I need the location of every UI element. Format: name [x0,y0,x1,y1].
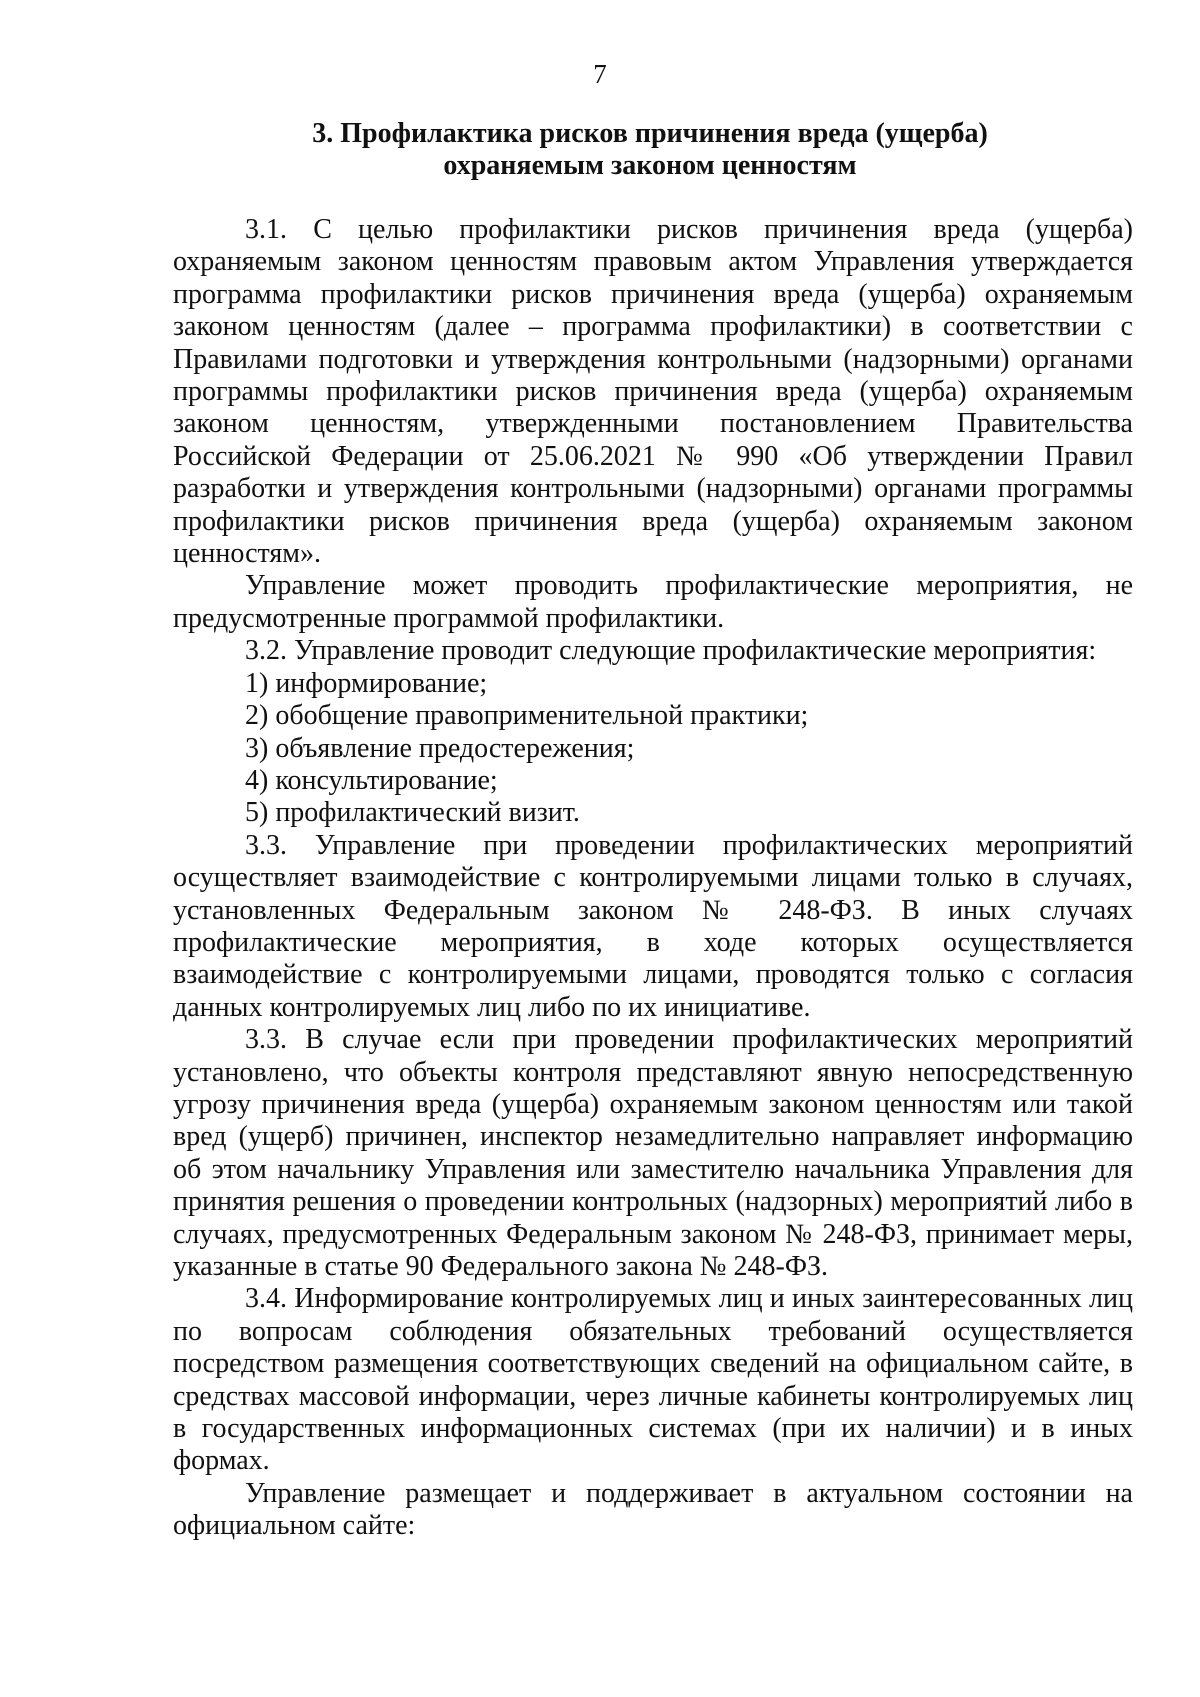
paragraph-website-info: Управление размещает и поддерживает в актуальном состоянии на официальном сайте: [173,1477,1133,1542]
paragraph-additional-measures: Управление может проводить профилактические мероприятия, не предусмотренные программой профилактики. [173,570,1133,634]
paragraph-3-2: 3.2. Управление проводит следующие профилактические мероприятия: [245,635,1097,667]
page-number: 7 [593,59,607,89]
list-item: 5) профилактический визит. [245,797,580,829]
paragraph-3-3-threat: 3.3. В случае если при проведении профилактических мероприятий установлено, что объекты контроля представляют явную непосредственную угрозу причинения вреда (ущерба) охраняемым законом ценностям или такой вред (ущерб) причинен, инспектор незамедлительно направляет информацию об этом начальнику Управления или заместителю начальника Управления для принятия решения о проведении контрольных (надзорных) мероприятий либо в случаях, предусмотренных Федеральным законом № 248-ФЗ, принимает меры, указанные в статье 90 Федерального закона № 248-ФЗ. [173,1024,1133,1282]
section-heading [170,118,1130,182]
paragraph-3-3-interaction: 3.3. Управление при проведении профилактических мероприятий осуществляет взаимодействие с контролируемыми лицами только в случаях, установленных Федеральным законом № 248-ФЗ. В иных случаях профилактические мероприятия, в ходе которых осуществляется взаимодействие с контролируемыми лицами, проводятся только с согласия данных контролируемых лиц либо по их инициативе. [173,829,1133,1023]
list-item: 3) объявление предостережения; [245,732,635,764]
paragraph-3-4: 3.4. Информирование контролируемых лиц и иных заинтересованных лиц по вопросам соблюдения обязательных требований осуществляется посредством размещения соответствующих сведений на официальном сайте, в средствах массовой информации, через личные кабинеты контролируемых лиц в государственных информационных системах (при их наличии) и в иных формах. [173,1283,1133,1477]
list-item: 2) обобщение правоприменительной практики; [245,700,809,732]
section-heading-line-2: охраняемым законом ценностям [443,150,857,181]
list-item: 4) консультирование; [245,764,498,796]
list-item: 1) информирование; [245,667,488,699]
document-body [173,214,1133,1543]
section-heading-line-1: 3. Профилактика рисков причинения вреда (ущерба) [312,118,988,149]
paragraph-3-1: 3.1. С целью профилактики рисков причинения вреда (ущерба) охраняемым законом ценностям правовым актом Управления утверждается программа профилактики рисков причинения вреда (ущерба) охраняемым законом ценностям (далее – программа профилактики) в соответствии с Правилами подготовки и утверждения контрольными (надзорными) органами программы профилактики рисков причинения вреда (ущерба) охраняемым законом ценностям, утвержденными постановлением Правительства Российской Федерации от 25.06.2021 № 990 «Об утверждении Правил разработки и утверждения контрольными (надзорными) органами программы профилактики рисков причинения вреда (ущерба) охраняемым законом ценностям». [173,214,1133,570]
